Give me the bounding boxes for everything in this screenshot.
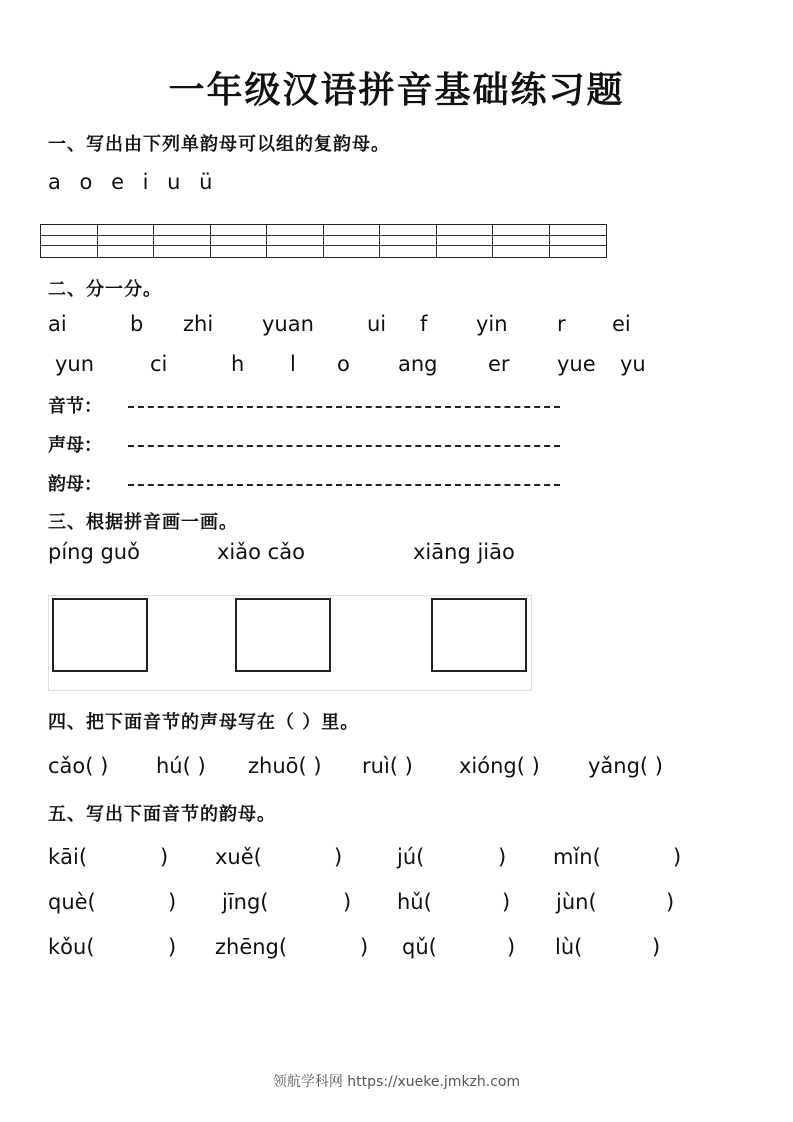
section-4-heading: 四、把下面音节的声母写在（ ）里。: [48, 712, 360, 733]
final-fill-close: ): [652, 935, 661, 959]
initial-answer-line[interactable]: [128, 445, 560, 447]
initial-fill-item[interactable]: xióng( ): [459, 754, 540, 778]
pinyin-item: r: [557, 312, 566, 336]
final-fill-close: ): [168, 935, 177, 959]
final-fill-close: ): [673, 845, 682, 869]
final-fill-item[interactable]: lù(: [555, 935, 583, 959]
initial-label: 声母：: [48, 435, 102, 456]
initial-fill-item[interactable]: yǎng( ): [588, 754, 663, 778]
final-answer-line[interactable]: [128, 484, 560, 486]
drawing-box-grass[interactable]: [235, 598, 331, 672]
final-fill-close: ): [168, 890, 177, 914]
pinyin-item: zhi: [183, 312, 214, 336]
final-fill-close: ): [160, 845, 169, 869]
final-fill-close: ): [360, 935, 369, 959]
final-fill-item[interactable]: jú(: [397, 845, 425, 869]
pinyin-item: yuan: [262, 312, 314, 336]
pinyin-item: b: [130, 312, 144, 336]
final-label: 韵母：: [48, 474, 102, 495]
pinyin-item: ai: [48, 312, 67, 336]
page-title: 一年级汉语拼音基础练习题: [168, 69, 625, 111]
initial-fill-item[interactable]: hú( ): [156, 754, 206, 778]
pinyin-item: ang: [398, 352, 438, 376]
final-fill-close: ): [343, 890, 352, 914]
pinyin-item: yue: [557, 352, 596, 376]
section-1-heading: 一、写出由下列单韵母可以组的复韵母。: [48, 134, 390, 155]
draw-word: píng guǒ: [48, 540, 140, 564]
final-fill-item[interactable]: qǔ(: [402, 935, 437, 959]
drawing-box-banana[interactable]: [431, 598, 527, 672]
pinyin-item: f: [420, 312, 428, 336]
pinyin-item: l: [290, 352, 296, 376]
single-vowels: a o e i u ü: [48, 170, 213, 194]
initial-fill-item[interactable]: cǎo( ): [48, 754, 109, 778]
final-fill-close: ): [507, 935, 516, 959]
pinyin-item: h: [231, 352, 245, 376]
final-fill-item[interactable]: jīng(: [222, 890, 269, 914]
initial-fill-item[interactable]: ruì( ): [362, 754, 413, 778]
pinyin-item: ci: [150, 352, 168, 376]
footer-watermark: 领航学科网 https://xueke.jmkzh.com: [272, 1074, 521, 1090]
final-fill-item[interactable]: kǒu(: [48, 935, 95, 959]
pinyin-item: yin: [476, 312, 508, 336]
final-fill-item[interactable]: hǔ(: [397, 890, 432, 914]
final-fill-item[interactable]: jùn(: [556, 890, 597, 914]
final-fill-item[interactable]: zhēng(: [215, 935, 288, 959]
section-5-heading: 五、写出下面音节的韵母。: [48, 804, 276, 825]
final-fill-close: ): [502, 890, 511, 914]
final-fill-close: ): [498, 845, 507, 869]
final-fill-item[interactable]: què(: [48, 890, 96, 914]
initial-fill-item[interactable]: zhuō( ): [248, 754, 322, 778]
pinyin-item: ei: [612, 312, 631, 336]
pinyin-item: yun: [55, 352, 95, 376]
pinyin-item: o: [337, 352, 350, 376]
pinyin-item: ui: [367, 312, 387, 336]
draw-word: xiāng jiāo: [413, 540, 515, 564]
final-fill-item[interactable]: kāi(: [48, 845, 88, 869]
pinyin-item: er: [488, 352, 510, 376]
writing-grid: [40, 224, 607, 258]
final-fill-item[interactable]: mǐn(: [553, 845, 601, 869]
draw-word: xiǎo cǎo: [217, 540, 305, 564]
final-fill-item[interactable]: xuě(: [215, 845, 262, 869]
section-3-heading: 三、根据拼音画一画。: [48, 512, 238, 533]
syllable-label: 音节：: [48, 396, 102, 417]
final-fill-close: ): [666, 890, 675, 914]
drawing-box-apple[interactable]: [52, 598, 148, 672]
pinyin-item: yu: [620, 352, 646, 376]
section-2-heading: 二、分一分。: [48, 279, 162, 300]
final-fill-close: ): [334, 845, 343, 869]
syllable-answer-line[interactable]: [128, 406, 560, 408]
